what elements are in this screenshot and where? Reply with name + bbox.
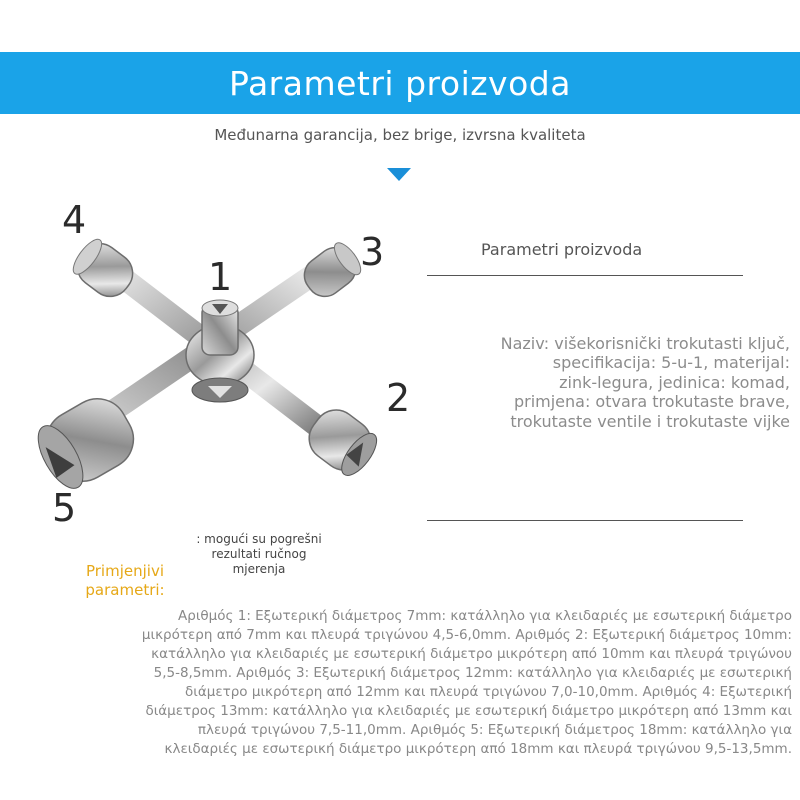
spec-line: primjena: otvara trokutaste brave, [513,392,790,412]
divider-top [427,275,743,276]
params-line: Αριθμός 1: Εξωτερική διάμετρος 7mm: κατάλληλο για κλειδαριές με εσωτερική διάμετρο [178,608,792,624]
header-banner [0,52,800,114]
params-label-line: parametri: [85,581,165,599]
note-line: : mogući su pogrešni [196,532,322,546]
label-2: 2 [386,376,411,420]
details-title: Parametri proizvoda [481,240,643,259]
params-line: πλευρά τριγώνου 7,5-11,0mm. Αριθμός 5: Εξωτερική διάμετρος 18mm: κατάλληλο για [197,722,792,738]
spec-line: specifikacija: 5-u-1, materijal: [552,353,790,373]
spec-block [430,334,790,431]
params-label [70,562,180,600]
params-line: κατάλληλο για κλειδαριές με εσωτερική διάμετρο μικρότερη από 10mm και πλευρά τριγώνου [151,646,792,662]
params-body [52,607,792,759]
params-line: διάμετρος 13mm: κατάλληλο για κλειδαριές με εσωτερική διάμετρο μικρότερη από 13mm και [145,703,792,719]
label-3: 3 [360,230,385,274]
params-line: διάμετρο μικρότερη από 12mm και πλευρά τριγώνου 7,0-10,0mm. Αριθμός 4: Εξωτερική [185,684,792,700]
down-arrow-icon [387,168,411,181]
spec-line: trokutaste ventile i trokutaste vijke [510,411,790,431]
params-line: μικρότερη από 7mm και πλευρά τριγώνου 4,5-6,0mm. Αριθμός 2: Εξωτερική διάμετρος 10mm: [141,627,792,643]
params-line: κλειδαριές με εσωτερική διάμετρο μικρότερη από 18mm και πλευρά τριγώνου 9,5-13,5mm. [164,741,792,757]
label-4: 4 [62,198,87,242]
measurement-note [184,532,334,577]
spec-line: zink-legura, jedinica: komad, [559,372,790,392]
label-1: 1 [208,255,233,299]
params-label-line: Primjenjivi [85,562,164,580]
label-5: 5 [52,486,77,530]
spec-line: Naziv: višekorisnički trokutasti ključ, [500,334,790,353]
note-line: mjerenja [232,562,286,576]
params-line: 5,5-8,5mm. Αριθμός 3: Εξωτερική διάμετρος 12mm: κατάλληλο για κλειδαριές με εσωτερική [153,665,792,681]
note-line: rezultati ručnog [211,547,307,561]
page-subtitle: Međunarna garancija, bez brige, izvrsna kvaliteta [214,126,586,144]
divider-bottom [427,520,743,521]
page-title: Parametri proizvoda [229,63,571,103]
